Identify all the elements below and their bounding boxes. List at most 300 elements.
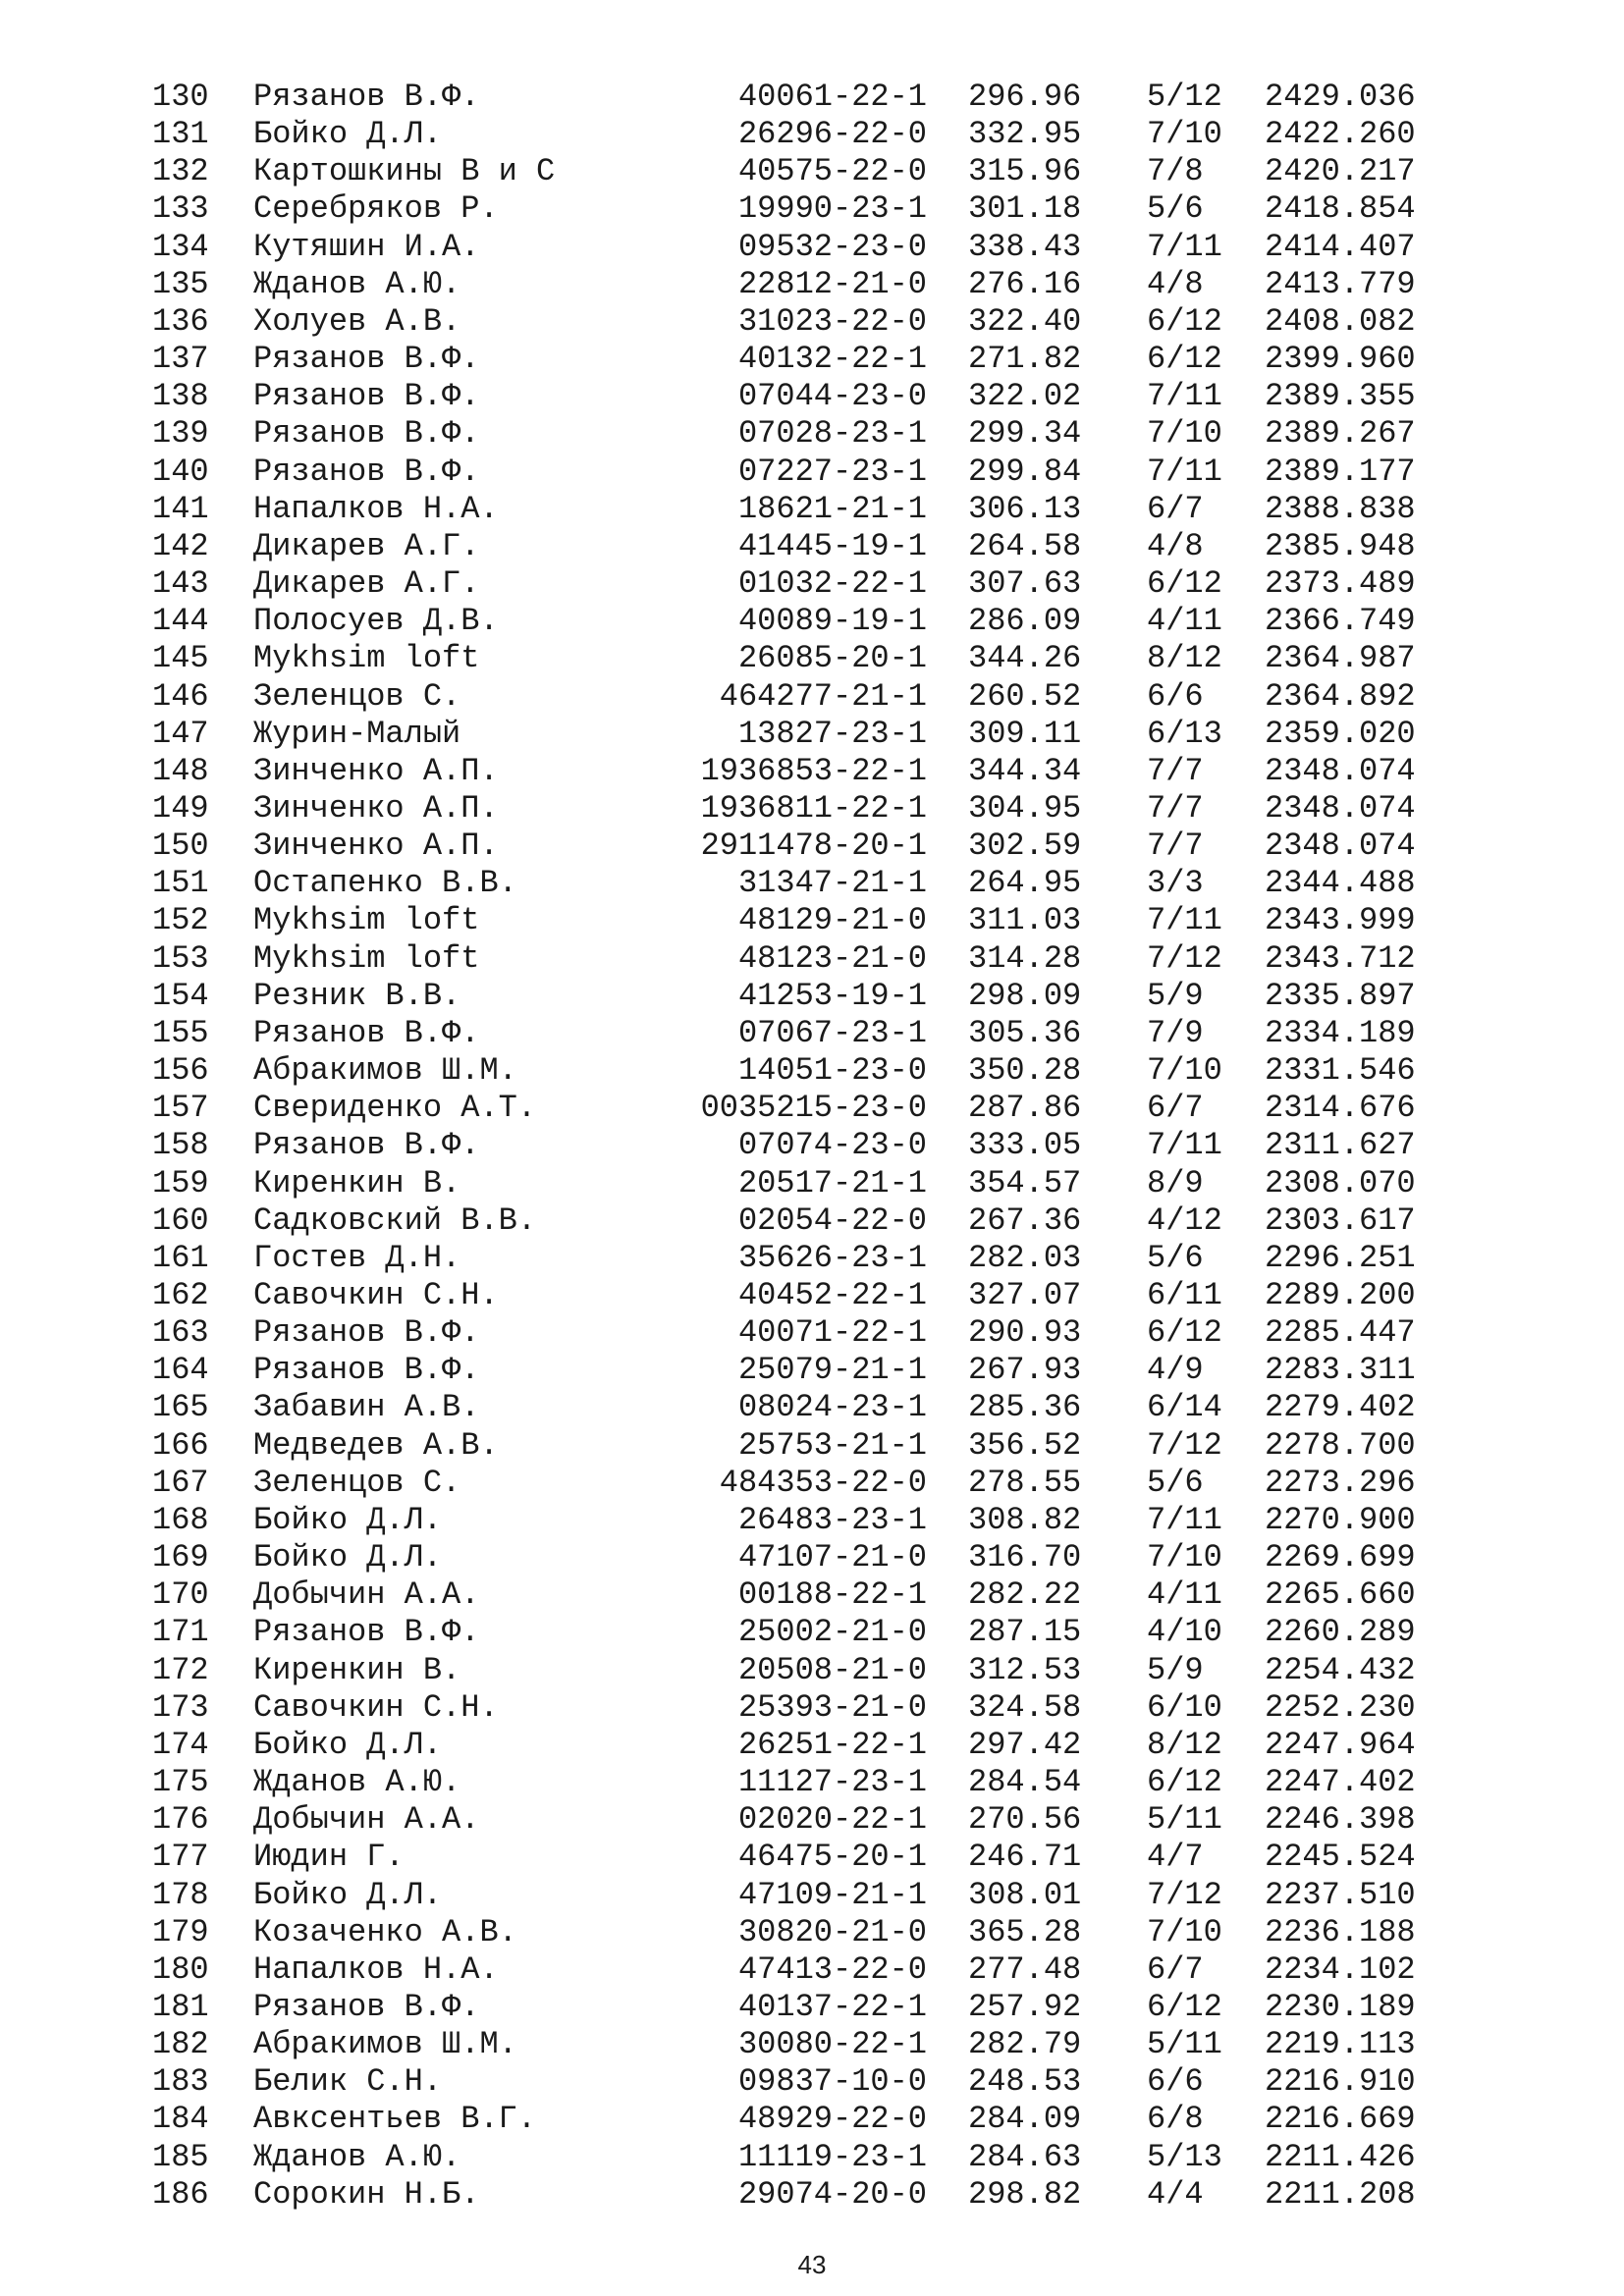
cell-ring-number: 07067-23-1: [737, 1014, 927, 1051]
cell-ring-number: 40137-22-1: [737, 1988, 927, 2025]
cell-ratio: 5/9: [1147, 977, 1204, 1014]
cell-points: 2389.355: [1265, 378, 1416, 415]
cell-rank: 131: [152, 116, 209, 153]
cell-ring-number: 00188-22-1: [737, 1576, 927, 1614]
cell-rank: 142: [152, 527, 209, 564]
cell-owner-name: Рязанов В.Ф.: [253, 378, 480, 415]
cell-ring-number: 35626-23-1: [737, 1239, 927, 1276]
cell-rank: 170: [152, 1576, 209, 1614]
cell-ratio: 7/7: [1147, 789, 1204, 827]
cell-rank: 168: [152, 1501, 209, 1538]
table-row: [0, 1352, 1624, 1389]
cell-rank: 146: [152, 677, 209, 715]
cell-rank: 161: [152, 1239, 209, 1276]
cell-rank: 186: [152, 2175, 209, 2213]
cell-points: 2343.712: [1265, 939, 1416, 977]
cell-ratio: 7/10: [1147, 1052, 1222, 1090]
cell-speed: 297.42: [968, 1726, 1082, 1763]
cell-points: 2348.074: [1265, 789, 1416, 827]
table-row: [0, 1689, 1624, 1727]
cell-ratio: 5/12: [1147, 79, 1222, 115]
cell-points: 2247.964: [1265, 1726, 1416, 1763]
cell-rank: 181: [152, 1988, 209, 2025]
cell-owner-name: Рязанов В.Ф.: [253, 453, 480, 490]
cell-owner-name: Свериденко А.Т.: [253, 1090, 537, 1127]
cell-points: 2414.407: [1265, 228, 1416, 265]
cell-ring-number: 2911478-20-1: [700, 828, 927, 865]
cell-owner-name: Абракимов Ш.М.: [253, 2026, 517, 2063]
cell-speed: 267.36: [968, 1201, 1082, 1239]
cell-owner-name: Напалков Н.А.: [253, 1950, 499, 1988]
cell-speed: 306.13: [968, 490, 1082, 527]
cell-ring-number: 02020-22-1: [737, 1801, 927, 1839]
cell-owner-name: Козаченко А.В.: [253, 1913, 517, 1950]
cell-ring-number: 41253-19-1: [737, 977, 927, 1014]
cell-rank: 140: [152, 453, 209, 490]
cell-speed: 365.28: [968, 1913, 1082, 1950]
cell-rank: 139: [152, 415, 209, 453]
cell-ratio: 7/11: [1147, 1501, 1222, 1538]
cell-rank: 138: [152, 378, 209, 415]
cell-ring-number: 47109-21-1: [737, 1876, 927, 1913]
cell-points: 2270.900: [1265, 1501, 1416, 1538]
table-row: [0, 2063, 1624, 2101]
cell-owner-name: Полосуев Д.В.: [253, 603, 499, 640]
cell-speed: 285.36: [968, 1389, 1082, 1426]
cell-speed: 322.40: [968, 302, 1082, 340]
cell-rank: 173: [152, 1688, 209, 1726]
cell-speed: 299.34: [968, 415, 1082, 453]
cell-ring-number: 40089-19-1: [737, 603, 927, 640]
cell-points: 2348.074: [1265, 752, 1416, 789]
cell-ratio: 7/11: [1147, 228, 1222, 265]
cell-ring-number: 07044-23-0: [737, 378, 927, 415]
cell-ring-number: 09532-23-0: [737, 228, 927, 265]
table-row: [0, 1165, 1624, 1202]
cell-speed: 298.82: [968, 2175, 1082, 2213]
cell-ratio: 7/11: [1147, 453, 1222, 490]
cell-ring-number: 40575-22-0: [737, 153, 927, 190]
cell-ratio: 5/11: [1147, 2026, 1222, 2063]
cell-rank: 164: [152, 1352, 209, 1389]
cell-speed: 248.53: [968, 2063, 1082, 2101]
cell-points: 2364.892: [1265, 677, 1416, 715]
cell-rank: 143: [152, 565, 209, 603]
cell-rank: 177: [152, 1839, 209, 1876]
cell-speed: 327.07: [968, 1277, 1082, 1313]
cell-points: 2234.102: [1265, 1950, 1416, 1988]
cell-points: 2211.426: [1265, 2138, 1416, 2175]
cell-rank: 158: [152, 1127, 209, 1164]
cell-points: 2296.251: [1265, 1239, 1416, 1276]
cell-speed: 286.09: [968, 603, 1082, 640]
table-row: [0, 266, 1624, 303]
table-row: [0, 1240, 1624, 1277]
cell-speed: 284.09: [968, 2101, 1082, 2138]
cell-rank: 172: [152, 1651, 209, 1688]
cell-rank: 176: [152, 1801, 209, 1839]
cell-rank: 178: [152, 1876, 209, 1913]
cell-ring-number: 25002-21-0: [737, 1614, 927, 1651]
cell-ring-number: 47413-22-0: [737, 1950, 927, 1988]
cell-ratio: 4/8: [1147, 527, 1204, 564]
cell-owner-name: Бойко Д.Л.: [253, 1539, 443, 1576]
cell-owner-name: Дикарев А.Г.: [253, 565, 480, 603]
cell-points: 2366.749: [1265, 603, 1416, 640]
cell-owner-name: Mykhsim loft: [253, 902, 480, 939]
cell-points: 2252.230: [1265, 1688, 1416, 1726]
cell-speed: 282.22: [968, 1576, 1082, 1614]
cell-ring-number: 464277-21-1: [719, 677, 927, 715]
cell-ring-number: 1936811-22-1: [700, 789, 927, 827]
cell-owner-name: Авксентьев В.Г.: [253, 2101, 537, 2138]
table-row: [0, 1614, 1624, 1651]
cell-points: 2420.217: [1265, 153, 1416, 190]
cell-rank: 163: [152, 1314, 209, 1352]
cell-rank: 141: [152, 490, 209, 527]
table-row: [0, 978, 1624, 1015]
cell-ratio: 4/4: [1147, 2175, 1204, 2213]
cell-ring-number: 26296-22-0: [737, 116, 927, 153]
cell-ratio: 6/7: [1147, 1950, 1204, 1988]
table-row: [0, 153, 1624, 190]
cell-ratio: 4/12: [1147, 1201, 1222, 1239]
cell-ring-number: 26483-23-1: [737, 1501, 927, 1538]
cell-speed: 284.63: [968, 2138, 1082, 2175]
cell-rank: 160: [152, 1201, 209, 1239]
cell-speed: 260.52: [968, 677, 1082, 715]
cell-speed: 332.95: [968, 116, 1082, 153]
table-row: [0, 2101, 1624, 2138]
cell-ratio: 6/12: [1147, 302, 1222, 340]
cell-owner-name: Дикарев А.Г.: [253, 527, 480, 564]
cell-owner-name: Сорокин Н.Б.: [253, 2175, 480, 2213]
cell-speed: 301.18: [968, 190, 1082, 228]
cell-ratio: 7/12: [1147, 1426, 1222, 1464]
cell-ratio: 6/7: [1147, 490, 1204, 527]
cell-ratio: 7/10: [1147, 1539, 1222, 1576]
cell-owner-name: Садковский В.В.: [253, 1201, 537, 1239]
cell-owner-name: Жданов А.Ю.: [253, 2138, 461, 2175]
cell-points: 2273.296: [1265, 1464, 1416, 1501]
table-row: [0, 1727, 1624, 1764]
cell-speed: 277.48: [968, 1950, 1082, 1988]
cell-owner-name: Добычин А.А.: [253, 1576, 480, 1614]
cell-speed: 257.92: [968, 1988, 1082, 2025]
cell-ring-number: 48123-21-0: [737, 939, 927, 977]
cell-rank: 144: [152, 603, 209, 640]
cell-rank: 185: [152, 2138, 209, 2175]
cell-speed: 333.05: [968, 1127, 1082, 1164]
cell-owner-name: Бойко Д.Л.: [253, 116, 443, 153]
table-row: [0, 1127, 1624, 1164]
cell-ring-number: 01032-22-1: [737, 565, 927, 603]
table-row: [0, 1576, 1624, 1614]
cell-points: 2343.999: [1265, 902, 1416, 939]
cell-rank: 171: [152, 1614, 209, 1651]
cell-ring-number: 20517-21-1: [737, 1164, 927, 1201]
cell-rank: 133: [152, 190, 209, 228]
cell-ratio: 6/10: [1147, 1688, 1222, 1726]
table-row: [0, 2026, 1624, 2063]
cell-ring-number: 19990-23-1: [737, 190, 927, 228]
table-row: [0, 528, 1624, 565]
cell-points: 2278.700: [1265, 1426, 1416, 1464]
cell-ratio: 7/9: [1147, 1014, 1204, 1051]
cell-owner-name: Абракимов Ш.М.: [253, 1052, 517, 1090]
cell-ratio: 7/11: [1147, 378, 1222, 415]
cell-points: 2359.020: [1265, 715, 1416, 752]
cell-owner-name: Жданов А.Ю.: [253, 265, 461, 302]
table-row: [0, 1314, 1624, 1352]
cell-points: 2331.546: [1265, 1052, 1416, 1090]
cell-ratio: 6/8: [1147, 2101, 1204, 2138]
cell-speed: 356.52: [968, 1426, 1082, 1464]
cell-ring-number: 41445-19-1: [737, 527, 927, 564]
cell-speed: 350.28: [968, 1052, 1082, 1090]
cell-speed: 308.82: [968, 1501, 1082, 1538]
cell-owner-name: Рязанов В.Ф.: [253, 1614, 480, 1651]
cell-owner-name: Зеленцов С.: [253, 677, 461, 715]
cell-speed: 312.53: [968, 1651, 1082, 1688]
cell-points: 2289.200: [1265, 1277, 1416, 1313]
cell-speed: 311.03: [968, 902, 1082, 939]
cell-speed: 344.26: [968, 640, 1082, 677]
table-row: [0, 940, 1624, 978]
cell-ring-number: 07028-23-1: [737, 415, 927, 453]
cell-points: 2247.402: [1265, 1764, 1416, 1801]
cell-speed: 264.58: [968, 527, 1082, 564]
cell-ring-number: 18621-21-1: [737, 490, 927, 527]
cell-points: 2311.627: [1265, 1127, 1416, 1164]
table-row: [0, 1539, 1624, 1576]
cell-owner-name: Савочкин С.Н.: [253, 1277, 499, 1313]
cell-ratio: 7/10: [1147, 116, 1222, 153]
cell-speed: 276.16: [968, 265, 1082, 302]
cell-ratio: 6/12: [1147, 1314, 1222, 1352]
cell-ratio: 7/10: [1147, 415, 1222, 453]
cell-owner-name: Медведев А.В.: [253, 1426, 499, 1464]
cell-ring-number: 40061-22-1: [737, 79, 927, 115]
cell-ratio: 6/6: [1147, 677, 1204, 715]
cell-owner-name: Савочкин С.Н.: [253, 1688, 499, 1726]
cell-owner-name: Серебряков Р.: [253, 190, 499, 228]
cell-points: 2373.489: [1265, 565, 1416, 603]
table-row: [0, 902, 1624, 939]
cell-points: 2308.070: [1265, 1164, 1416, 1201]
cell-rank: 134: [152, 228, 209, 265]
cell-points: 2219.113: [1265, 2026, 1416, 2063]
cell-points: 2216.669: [1265, 2101, 1416, 2138]
cell-owner-name: Рязанов В.Ф.: [253, 1127, 480, 1164]
cell-owner-name: Зинченко А.П.: [253, 752, 499, 789]
cell-rank: 174: [152, 1726, 209, 1763]
cell-rank: 147: [152, 715, 209, 752]
cell-speed: 307.63: [968, 565, 1082, 603]
cell-points: 2429.036: [1265, 79, 1416, 115]
table-row: [0, 1764, 1624, 1801]
cell-points: 2335.897: [1265, 977, 1416, 1014]
cell-owner-name: Mykhsim loft: [253, 640, 480, 677]
cell-owner-name: Зеленцов С.: [253, 1464, 461, 1501]
cell-ratio: 8/12: [1147, 1726, 1222, 1763]
cell-ratio: 4/9: [1147, 1352, 1204, 1389]
cell-points: 2211.208: [1265, 2175, 1416, 2213]
cell-ring-number: 20508-21-0: [737, 1651, 927, 1688]
cell-ring-number: 46475-20-1: [737, 1839, 927, 1876]
table-row: [0, 1801, 1624, 1839]
cell-ratio: 6/14: [1147, 1389, 1222, 1426]
table-row: [0, 790, 1624, 828]
cell-ring-number: 22812-21-0: [737, 265, 927, 302]
cell-points: 2254.432: [1265, 1651, 1416, 1688]
cell-owner-name: Mykhsim loft: [253, 939, 480, 977]
cell-ratio: 4/10: [1147, 1614, 1222, 1651]
cell-points: 2269.699: [1265, 1539, 1416, 1576]
table-row: [0, 491, 1624, 528]
cell-speed: 354.57: [968, 1164, 1082, 1201]
cell-ratio: 5/11: [1147, 1801, 1222, 1839]
results-table: [0, 79, 1624, 2214]
cell-ratio: 5/13: [1147, 2138, 1222, 2175]
cell-speed: 315.96: [968, 153, 1082, 190]
cell-owner-name: Резник В.В.: [253, 977, 461, 1014]
table-row: [0, 1277, 1624, 1314]
cell-speed: 282.03: [968, 1239, 1082, 1276]
cell-ring-number: 25393-21-0: [737, 1688, 927, 1726]
cell-speed: 308.01: [968, 1876, 1082, 1913]
cell-ratio: 7/12: [1147, 1876, 1222, 1913]
cell-owner-name: Гостев Д.Н.: [253, 1239, 461, 1276]
cell-rank: 162: [152, 1277, 209, 1313]
cell-ring-number: 31347-21-1: [737, 865, 927, 902]
table-row: [0, 378, 1624, 415]
cell-ring-number: 1936853-22-1: [700, 752, 927, 789]
cell-speed: 271.82: [968, 341, 1082, 378]
cell-ratio: 3/3: [1147, 865, 1204, 902]
cell-ring-number: 30080-22-1: [737, 2026, 927, 2063]
cell-ring-number: 14051-23-0: [737, 1052, 927, 1090]
cell-rank: 180: [152, 1950, 209, 1988]
table-row: [0, 1839, 1624, 1876]
cell-speed: 264.95: [968, 865, 1082, 902]
cell-rank: 132: [152, 153, 209, 190]
cell-rank: 165: [152, 1389, 209, 1426]
cell-points: 2246.398: [1265, 1801, 1416, 1839]
cell-owner-name: Остапенко В.В.: [253, 865, 517, 902]
cell-speed: 270.56: [968, 1801, 1082, 1839]
cell-owner-name: Жданов А.Ю.: [253, 1764, 461, 1801]
table-row: [0, 1427, 1624, 1465]
cell-ratio: 7/8: [1147, 153, 1204, 190]
cell-points: 2364.987: [1265, 640, 1416, 677]
cell-owner-name: Киренкин В.: [253, 1164, 461, 1201]
cell-rank: 154: [152, 977, 209, 1014]
table-row: [0, 1015, 1624, 1052]
cell-speed: 302.59: [968, 828, 1082, 865]
cell-ring-number: 0035215-23-0: [700, 1090, 927, 1127]
cell-rank: 145: [152, 640, 209, 677]
cell-owner-name: Зинченко А.П.: [253, 828, 499, 865]
cell-ring-number: 11127-23-1: [737, 1764, 927, 1801]
cell-points: 2399.960: [1265, 341, 1416, 378]
cell-owner-name: Забавин А.В.: [253, 1389, 480, 1426]
cell-points: 2265.660: [1265, 1576, 1416, 1614]
cell-ring-number: 48129-21-0: [737, 902, 927, 939]
cell-owner-name: Июдин Г.: [253, 1839, 405, 1876]
cell-points: 2389.267: [1265, 415, 1416, 453]
cell-ring-number: 25753-21-1: [737, 1426, 927, 1464]
cell-ratio: 4/8: [1147, 265, 1204, 302]
table-row: [0, 1090, 1624, 1127]
cell-speed: 309.11: [968, 715, 1082, 752]
cell-points: 2348.074: [1265, 828, 1416, 865]
cell-ring-number: 40071-22-1: [737, 1314, 927, 1352]
cell-ratio: 7/7: [1147, 752, 1204, 789]
cell-speed: 246.71: [968, 1839, 1082, 1876]
cell-speed: 282.79: [968, 2026, 1082, 2063]
cell-owner-name: Добычин А.А.: [253, 1801, 480, 1839]
cell-ratio: 5/6: [1147, 1464, 1204, 1501]
cell-owner-name: Бойко Д.Л.: [253, 1501, 443, 1538]
cell-ring-number: 07074-23-0: [737, 1127, 927, 1164]
cell-points: 2388.838: [1265, 490, 1416, 527]
cell-rank: 157: [152, 1090, 209, 1127]
cell-ratio: 5/6: [1147, 1239, 1204, 1276]
cell-ratio: 4/7: [1147, 1839, 1204, 1876]
cell-ratio: 6/11: [1147, 1277, 1222, 1313]
cell-ratio: 4/11: [1147, 603, 1222, 640]
cell-ring-number: 30820-21-0: [737, 1913, 927, 1950]
cell-points: 2216.910: [1265, 2063, 1416, 2101]
cell-points: 2260.289: [1265, 1614, 1416, 1651]
cell-owner-name: Напалков Н.А.: [253, 490, 499, 527]
cell-speed: 290.93: [968, 1314, 1082, 1352]
cell-owner-name: Холуев А.В.: [253, 302, 461, 340]
cell-ring-number: 40452-22-1: [737, 1277, 927, 1313]
cell-speed: 344.34: [968, 752, 1082, 789]
table-row: [0, 229, 1624, 266]
table-row: [0, 1052, 1624, 1090]
table-row: [0, 116, 1624, 153]
cell-rank: 135: [152, 265, 209, 302]
table-row: [0, 2176, 1624, 2214]
cell-rank: 152: [152, 902, 209, 939]
cell-points: 2303.617: [1265, 1201, 1416, 1239]
cell-points: 2422.260: [1265, 116, 1416, 153]
cell-rank: 150: [152, 828, 209, 865]
cell-owner-name: Бойко Д.Л.: [253, 1876, 443, 1913]
cell-ratio: 6/12: [1147, 1988, 1222, 2025]
cell-rank: 183: [152, 2063, 209, 2101]
cell-speed: 314.28: [968, 939, 1082, 977]
cell-ring-number: 09837-10-0: [737, 2063, 927, 2101]
cell-rank: 156: [152, 1052, 209, 1090]
cell-ratio: 6/13: [1147, 715, 1222, 752]
cell-ring-number: 08024-23-1: [737, 1389, 927, 1426]
cell-speed: 324.58: [968, 1688, 1082, 1726]
cell-ratio: 6/6: [1147, 2063, 1204, 2101]
table-row: [0, 190, 1624, 228]
cell-ring-number: 29074-20-0: [737, 2175, 927, 2213]
table-row: [0, 415, 1624, 453]
cell-rank: 182: [152, 2026, 209, 2063]
table-row: [0, 303, 1624, 341]
cell-speed: 287.15: [968, 1614, 1082, 1651]
cell-ratio: 7/11: [1147, 902, 1222, 939]
cell-owner-name: Картошкины В и С: [253, 153, 556, 190]
cell-rank: 155: [152, 1014, 209, 1051]
